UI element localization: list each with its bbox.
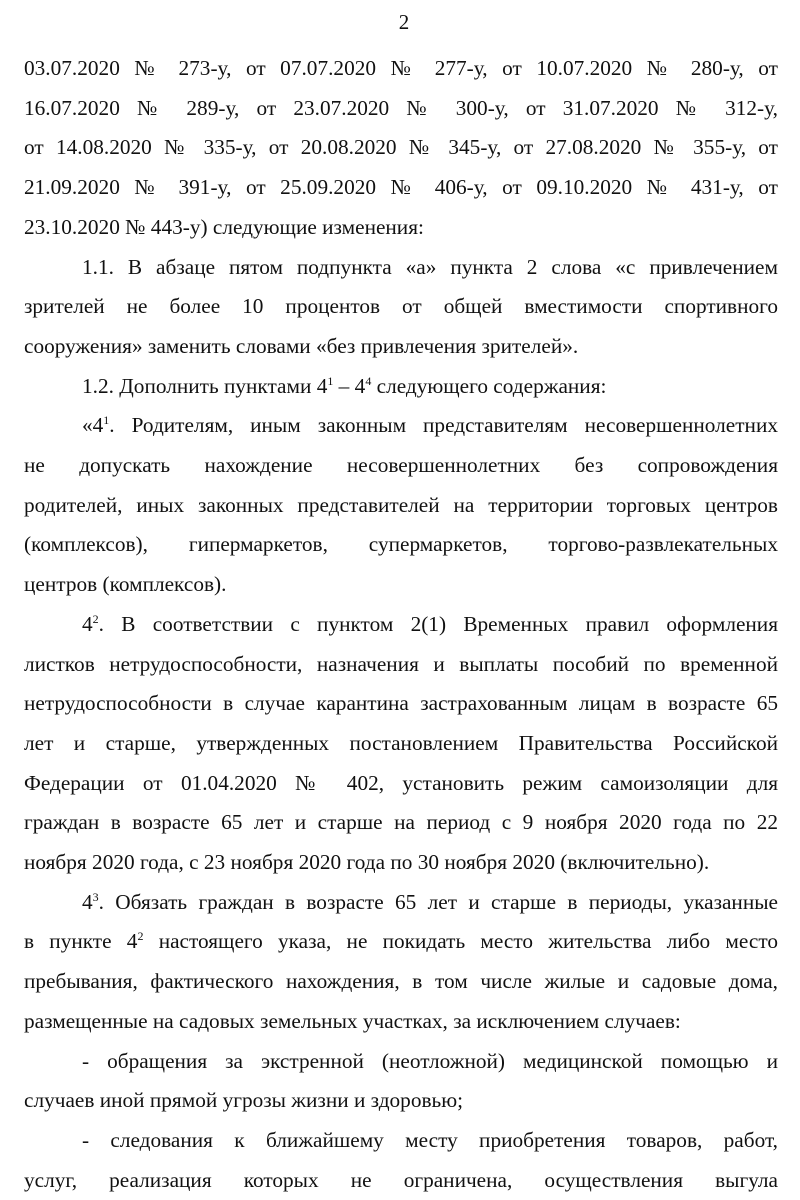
text-segment: . В соответствии с пунктом 2(1) Временных правил оформления (98, 611, 778, 636)
text-segment: «4 (82, 413, 104, 438)
superscript: 2 (92, 611, 99, 626)
text-line: родителей, иных законных представителей на территории торговых центров (24, 492, 778, 517)
paragraph (24, 883, 778, 1042)
paragraph (24, 49, 778, 248)
text-segment: следующего содержания: (371, 373, 607, 398)
text-line: - следования к ближайшему месту приобретения товаров, работ, (82, 1127, 778, 1152)
text-line: 03.07.2020 № 273-у, от 07.07.2020 № 277-у, от 10.07.2020 № 280-у, от (24, 56, 778, 80)
superscript: 4 (365, 373, 372, 388)
document-body (24, 49, 778, 1200)
paragraph (24, 605, 778, 883)
text-segment: . Родителям, иным законным представителям несовершеннолетних (109, 413, 778, 438)
text-segment: 4 (82, 889, 93, 914)
text-line (24, 367, 778, 407)
text-line: размещенные на садовых земельных участках, за исключением случаев: (24, 1008, 681, 1033)
text-segment: – 4 (333, 373, 366, 398)
text-line: от 14.08.2020 № 335-у, от 20.08.2020 № 345-у, от 27.08.2020 № 355-у, от (24, 135, 778, 160)
paragraph (24, 248, 778, 367)
text-segment: 4 (82, 611, 93, 636)
page-number: 2 (398, 10, 410, 34)
text-line: 1.1. В абзаце пятом подпункта «а» пункта 2 слова «с привлечением (82, 254, 778, 279)
text-line (24, 922, 778, 962)
text-line: пребывания, фактического нахождения, в том числе жилые и садовые дома, (24, 969, 778, 994)
text-line: услуг, реализация которых не ограничена, осуществления выгула (24, 1167, 778, 1192)
text-line: - обращения за экстренной (неотложной) медицинской помощью и (82, 1048, 778, 1073)
paragraph (24, 1121, 778, 1200)
text-line: листков нетрудоспособности, назначения и выплаты пособий по временной (24, 651, 778, 676)
text-line: случаев иной прямой угрозы жизни и здоровью; (24, 1088, 464, 1113)
text-segment: 1.2. Дополнить пунктами 4 (82, 373, 328, 398)
text-line: Федерации от 01.04.2020 № 402, установить режим самоизоляции для (24, 770, 778, 795)
text-segment: в пункте 4 (24, 929, 138, 954)
text-line: лет и старше, утвержденных постановлением Правительства Российской (24, 730, 778, 755)
text-line: (комплексов), гипермаркетов, супермаркетов, торгово-развлекательных (24, 532, 778, 557)
superscript: 1 (103, 413, 110, 428)
paragraph (24, 1042, 778, 1121)
text-segment: настоящего указа, не покидать место жительства либо место (143, 929, 778, 954)
text-line: 16.07.2020 № 289-у, от 23.07.2020 № 300-у, от 31.07.2020 № 312-у, (24, 95, 778, 120)
text-line: нетрудоспособности в случае карантина застрахованным лицам в возрасте 65 (24, 691, 778, 716)
superscript: 1 (327, 373, 334, 388)
text-line (24, 605, 778, 645)
text-segment: . Обязать граждан в возрасте 65 лет и старше в периоды, указанные (98, 889, 778, 914)
text-line (24, 406, 778, 446)
superscript: 3 (92, 889, 99, 904)
paragraph (24, 406, 778, 605)
text-line: 21.09.2020 № 391-у, от 25.09.2020 № 406-у, от 09.10.2020 № 431-у, от (24, 175, 778, 200)
text-line (24, 883, 778, 923)
text-line: 23.10.2020 № 443-у) следующие изменения: (24, 214, 424, 239)
text-line: не допускать нахождение несовершеннолетних без сопровождения (24, 453, 778, 478)
text-line: зрителей не более 10 процентов от общей вместимости спортивного (24, 294, 778, 319)
text-line: сооружения» заменить словами «без привлечения зрителей». (24, 333, 579, 358)
text-line: граждан в возрасте 65 лет и старше на период с 9 ноября 2020 года по 22 (24, 810, 778, 835)
superscript: 2 (137, 929, 144, 944)
text-line: центров (комплексов). (24, 572, 227, 597)
text-line: ноября 2020 года, с 23 ноября 2020 года по 30 ноября 2020 (включительно). (24, 850, 710, 875)
paragraph (24, 367, 778, 407)
